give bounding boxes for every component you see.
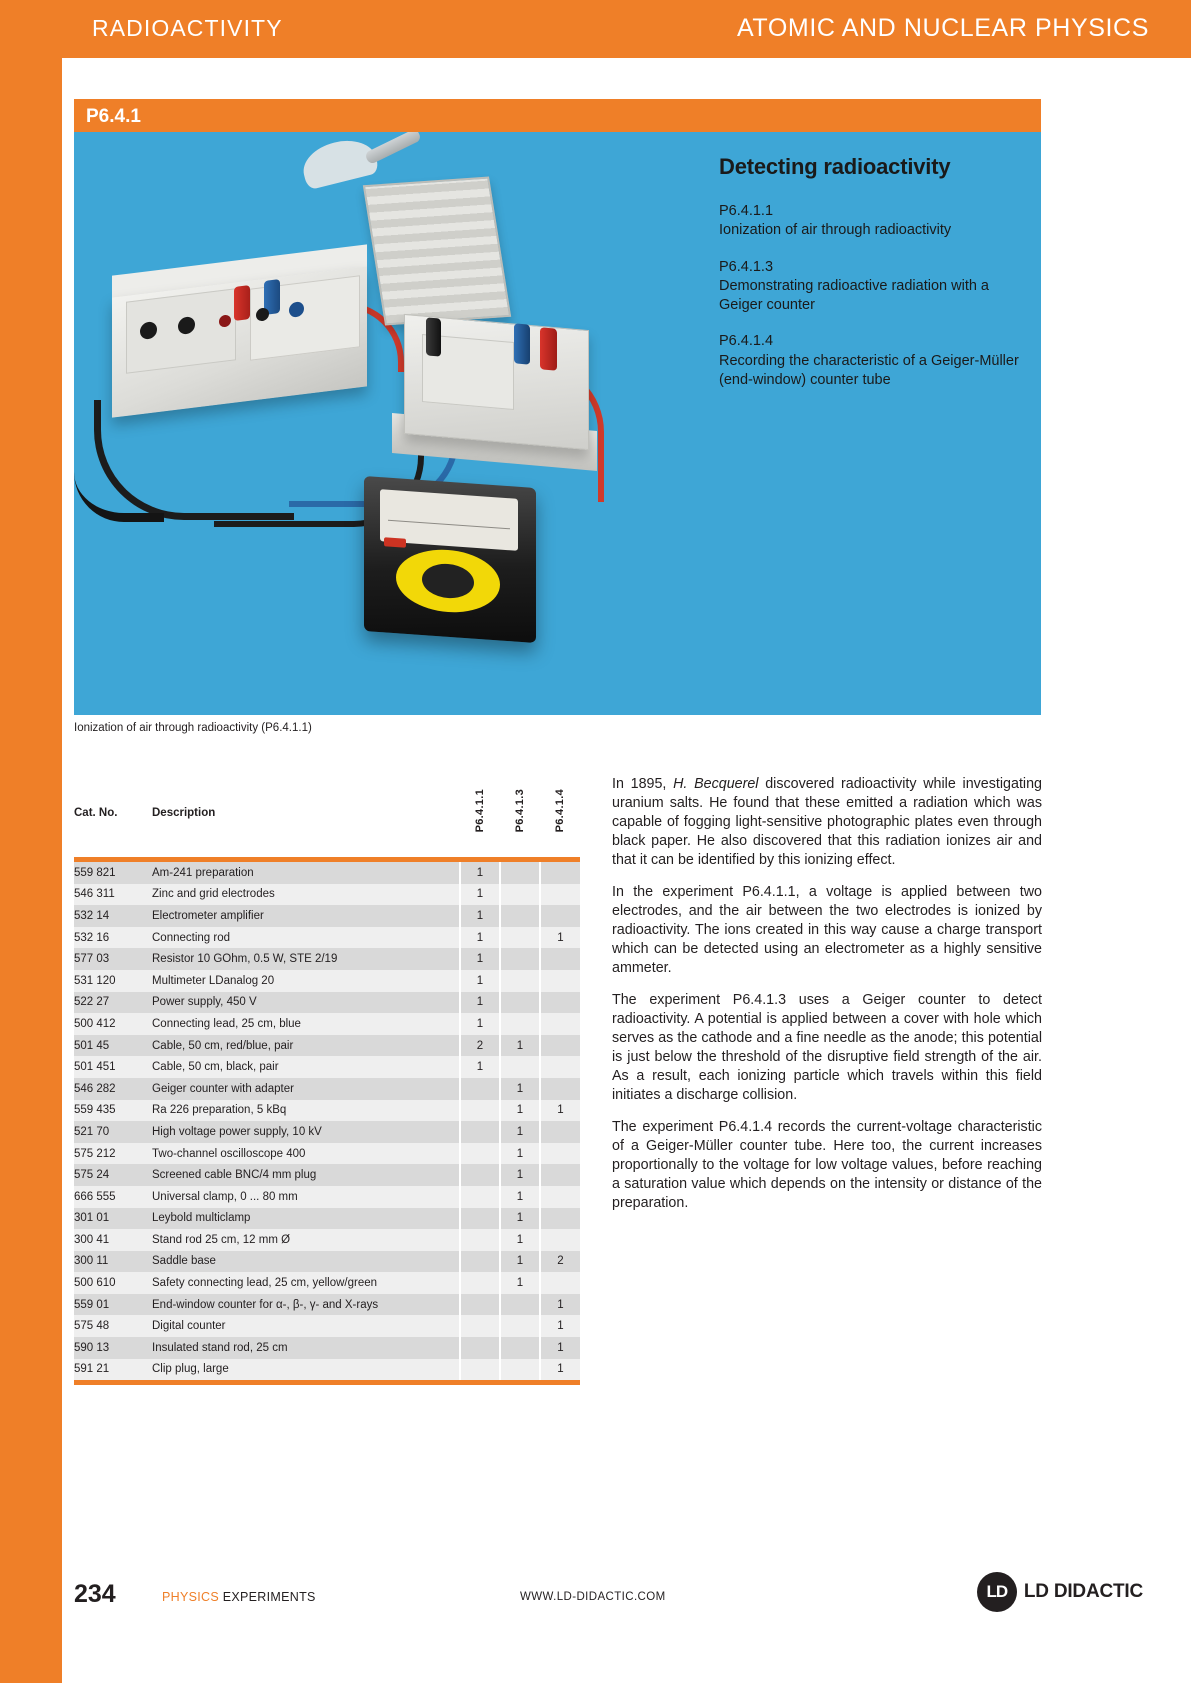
header-topic-title: ATOMIC AND NUCLEAR PHYSICS: [737, 14, 1149, 42]
cell-exp-1: [460, 1272, 500, 1294]
cell-exp-2: [500, 927, 540, 949]
header-exp-3-label: P6.4.1.4: [554, 789, 566, 833]
cell-exp-2: [500, 862, 540, 884]
cell-cat-no: 577 03: [74, 948, 152, 970]
cell-description: High voltage power supply, 10 kV: [152, 1121, 460, 1143]
cell-exp-1: 1: [460, 862, 500, 884]
cell-exp-1: [460, 1229, 500, 1251]
table-row: [74, 1100, 580, 1122]
funnel-stem: [364, 132, 422, 165]
cell-exp-3: 1: [540, 927, 580, 949]
cell-cat-no: 522 27: [74, 992, 152, 1014]
cell-exp-2: 1: [500, 1100, 540, 1122]
header-exp-2: [500, 768, 540, 857]
paragraph-1-post: discovered radioactivity while investigating uranium salts. He found that these emitted a radiation which was capable of fogging light-sensitive photographic plates even through black paper. He also discovered that this radiation ionizes air and that it can be identified by this ionizing effect.: [612, 776, 1042, 868]
cell-cat-no: 300 41: [74, 1229, 152, 1251]
article-body: [612, 775, 1042, 1226]
cell-exp-2: [500, 1013, 540, 1035]
cell-exp-2: [500, 1359, 540, 1381]
cell-cat-no: 666 555: [74, 1186, 152, 1208]
cell-exp-1: [460, 1143, 500, 1165]
paragraph-1-pre: In 1895,: [612, 776, 674, 792]
experiment-title: Detecting radioactivity: [719, 154, 951, 179]
cell-description: Multimeter LDanalog 20: [152, 970, 460, 992]
cell-exp-3: [540, 884, 580, 906]
paragraph-1: [612, 775, 1042, 870]
cell-exp-1: [460, 1337, 500, 1359]
table-row: [74, 948, 580, 970]
cell-exp-2: 1: [500, 1164, 540, 1186]
cell-description: End-window counter for α-, β-, γ- and X-rays: [152, 1294, 460, 1316]
cell-exp-3: [540, 992, 580, 1014]
cell-cat-no: 546 311: [74, 884, 152, 906]
cell-description: Cable, 50 cm, black, pair: [152, 1056, 460, 1078]
header-section-title: RADIOACTIVITY: [92, 15, 283, 41]
cell-cat-no: 575 212: [74, 1143, 152, 1165]
multimeter-button: [384, 537, 406, 548]
table-row: [74, 1078, 580, 1100]
header-exp-1: [460, 768, 500, 857]
cell-exp-3: [540, 1272, 580, 1294]
cell-exp-1: 1: [460, 927, 500, 949]
cell-exp-3: [540, 970, 580, 992]
cell-exp-2: 1: [500, 1078, 540, 1100]
table-row: [74, 1359, 580, 1381]
experiment-number-3: P6.4.1.4: [719, 333, 774, 350]
cell-exp-3: [540, 905, 580, 927]
cell-cat-no: 501 451: [74, 1056, 152, 1078]
cell-exp-2: [500, 884, 540, 906]
cell-description: Power supply, 450 V: [152, 992, 460, 1014]
table-row: [74, 1035, 580, 1057]
experiment-name-2: Demonstrating radioactive radiation with a Geiger counter: [719, 277, 989, 314]
experiment-number-2: P6.4.1.3: [719, 258, 774, 275]
cell-exp-1: [460, 1294, 500, 1316]
page-spine: [0, 0, 62, 1683]
cell-exp-1: [460, 1164, 500, 1186]
table-row: [74, 927, 580, 949]
footer-series-physics: PHYSICS: [162, 1590, 219, 1604]
table-row: [74, 1272, 580, 1294]
page-header: [62, 0, 1191, 58]
cell-description: Leybold multiclamp: [152, 1208, 460, 1230]
cell-exp-3: [540, 1186, 580, 1208]
cell-description: Saddle base: [152, 1251, 460, 1273]
company-logo: [977, 1572, 1143, 1612]
cell-exp-1: 1: [460, 905, 500, 927]
cell-exp-1: 2: [460, 1035, 500, 1057]
footer-series-experiments: EXPERIMENTS: [218, 1590, 316, 1604]
table-row: [74, 905, 580, 927]
cell-exp-1: [460, 1121, 500, 1143]
table-row: [74, 862, 580, 884]
table-row: [74, 1186, 580, 1208]
paragraph-2: In the experiment P6.4.1.1, a voltage is applied between two electrodes, and the air between the two electrodes is ionized by radioactivity. The ions created in this way cause a charge transport which can be detected using an electrometer as a highly sensitive ammeter.: [612, 884, 1042, 976]
cell-cat-no: 575 24: [74, 1164, 152, 1186]
cell-exp-3: 1: [540, 1294, 580, 1316]
cell-exp-3: 2: [540, 1251, 580, 1273]
logo-mark-icon: LD: [977, 1572, 1017, 1612]
cell-cat-no: 559 821: [74, 862, 152, 884]
cell-exp-3: [540, 1229, 580, 1251]
table-row: [74, 1315, 580, 1337]
experiment-name-3: Recording the characteristic of a Geiger-Müller (end-window) counter tube: [719, 352, 1019, 388]
cable-black-3: [74, 462, 164, 522]
cell-description: Safety connecting lead, 25 cm, yellow/green: [152, 1272, 460, 1294]
experiment-number-1: P6.4.1.1: [719, 203, 774, 219]
equipment-table-wrap: [74, 768, 580, 1385]
header-description: Description: [152, 768, 460, 857]
cell-description: Zinc and grid electrodes: [152, 884, 460, 906]
cell-description: Resistor 10 GOhm, 0.5 W, STE 2/19: [152, 948, 460, 970]
cell-description: Am-241 preparation: [152, 862, 460, 884]
cell-cat-no: 301 01: [74, 1208, 152, 1230]
experiment-entry-2: [719, 258, 1029, 316]
cell-cat-no: 575 48: [74, 1315, 152, 1337]
table-row: [74, 1337, 580, 1359]
cell-exp-2: [500, 1294, 540, 1316]
cell-cat-no: 500 412: [74, 1013, 152, 1035]
cell-cat-no: 591 21: [74, 1359, 152, 1381]
cell-exp-3: [540, 1013, 580, 1035]
cell-exp-2: [500, 948, 540, 970]
cell-exp-3: 1: [540, 1359, 580, 1381]
cell-exp-3: [540, 1078, 580, 1100]
cell-exp-2: 1: [500, 1272, 540, 1294]
cell-description: Connecting rod: [152, 927, 460, 949]
cell-exp-1: 1: [460, 992, 500, 1014]
table-row: [74, 1143, 580, 1165]
cell-exp-3: 1: [540, 1100, 580, 1122]
cell-exp-3: [540, 1056, 580, 1078]
cell-exp-2: 1: [500, 1251, 540, 1273]
cell-description: Electrometer amplifier: [152, 905, 460, 927]
cell-description: Insulated stand rod, 25 cm: [152, 1337, 460, 1359]
footer-series: [162, 1590, 316, 1604]
section-code: P6.4.1: [86, 106, 141, 127]
cell-exp-2: 1: [500, 1143, 540, 1165]
cell-exp-1: 1: [460, 970, 500, 992]
experiment-entry-1: [719, 202, 1029, 241]
cell-cat-no: 546 282: [74, 1078, 152, 1100]
cell-description: Digital counter: [152, 1315, 460, 1337]
equipment-table-body: [74, 862, 580, 1380]
cell-description: Connecting lead, 25 cm, blue: [152, 1013, 460, 1035]
paragraph-3: The experiment P6.4.1.3 uses a Geiger counter to detect radioactivity. A potential is applied between a cover with hole which serves as the cathode and a fine needle as the anode; this potential is just below the threshold of the disruptive field strength of the air. As a result, each ionizing particle which travels within this field initiates a discharge collision.: [612, 992, 1042, 1103]
cell-exp-2: 1: [500, 1208, 540, 1230]
socket-blue-2: [514, 323, 530, 364]
hero-figure: [74, 132, 1041, 715]
cell-description: Screened cable BNC/4 mm plug: [152, 1164, 460, 1186]
cell-exp-1: [460, 1100, 500, 1122]
cell-exp-3: 1: [540, 1315, 580, 1337]
table-row: [74, 992, 580, 1014]
header-cat-no: Cat. No.: [74, 768, 152, 857]
cell-exp-3: [540, 1143, 580, 1165]
cell-exp-1: 1: [460, 1013, 500, 1035]
cell-exp-2: 1: [500, 1186, 540, 1208]
table-row: [74, 1208, 580, 1230]
cell-cat-no: 531 120: [74, 970, 152, 992]
socket-red-2: [540, 327, 557, 370]
cell-cat-no: 501 45: [74, 1035, 152, 1057]
hero-text-column: [719, 154, 1029, 407]
cell-description: Two-channel oscilloscope 400: [152, 1143, 460, 1165]
equipment-table: [74, 768, 580, 1385]
cell-cat-no: 300 11: [74, 1251, 152, 1273]
cell-exp-3: [540, 1121, 580, 1143]
cell-cat-no: 532 16: [74, 927, 152, 949]
cell-exp-2: [500, 905, 540, 927]
cell-exp-1: [460, 1186, 500, 1208]
cell-description: Ra 226 preparation, 5 kBq: [152, 1100, 460, 1122]
table-row: [74, 1251, 580, 1273]
header-exp-1-label: P6.4.1.1: [474, 789, 486, 833]
cell-exp-2: [500, 992, 540, 1014]
socket-black-2: [426, 317, 441, 356]
cell-exp-3: [540, 862, 580, 884]
cell-description: Universal clamp, 0 ... 80 mm: [152, 1186, 460, 1208]
cell-exp-1: 1: [460, 884, 500, 906]
footer-url: WWW.LD-DIDACTIC.COM: [520, 1591, 666, 1603]
header-exp-2-label: P6.4.1.3: [514, 789, 526, 833]
cell-cat-no: 521 70: [74, 1121, 152, 1143]
cell-cat-no: 500 610: [74, 1272, 152, 1294]
paragraph-1-emphasis: H. Becquerel: [673, 776, 759, 792]
page-number: 234: [74, 1580, 116, 1608]
cell-exp-2: 1: [500, 1121, 540, 1143]
table-row: [74, 884, 580, 906]
table-row: [74, 1056, 580, 1078]
cell-exp-2: [500, 1315, 540, 1337]
cell-exp-2: 1: [500, 1035, 540, 1057]
cell-exp-3: [540, 1208, 580, 1230]
experiment-entry-3: [719, 332, 1029, 390]
cell-description: Geiger counter with adapter: [152, 1078, 460, 1100]
paragraph-4: The experiment P6.4.1.4 records the current-voltage characteristic of a Geiger-Müller counter tube. Here too, the current increases proportionally to the voltage for low voltage values, before reaching a saturation value which depends on the intensity or distance of the preparation.: [612, 1119, 1042, 1211]
experiment-photo: [74, 132, 674, 715]
cell-exp-2: [500, 1337, 540, 1359]
logo-brand-name: LD DIDACTIC: [1023, 1581, 1143, 1602]
cell-exp-1: [460, 1315, 500, 1337]
cell-exp-1: [460, 1208, 500, 1230]
cell-exp-3: [540, 948, 580, 970]
cell-description: Stand rod 25 cm, 12 mm Ø: [152, 1229, 460, 1251]
grid-electrode-plate: [363, 176, 511, 325]
socket-red-1: [234, 285, 250, 321]
cell-cat-no: 532 14: [74, 905, 152, 927]
table-bottom-rule-cell: [74, 1380, 580, 1385]
cell-exp-3: [540, 1164, 580, 1186]
cell-exp-2: [500, 970, 540, 992]
cell-exp-2: 1: [500, 1229, 540, 1251]
funnel-apparatus: [298, 134, 379, 191]
header-exp-3: [540, 768, 580, 857]
cell-exp-3: 1: [540, 1337, 580, 1359]
table-row: [74, 970, 580, 992]
cell-cat-no: 590 13: [74, 1337, 152, 1359]
cell-exp-1: [460, 1078, 500, 1100]
table-row: [74, 1013, 580, 1035]
cell-exp-1: 1: [460, 948, 500, 970]
experiment-name-1: Ionization of air through radioactivity: [719, 222, 952, 239]
table-row: [74, 1164, 580, 1186]
table-bottom-rule: [74, 1380, 580, 1385]
cell-exp-1: 1: [460, 1056, 500, 1078]
table-row: [74, 1229, 580, 1251]
cell-exp-1: [460, 1251, 500, 1273]
cell-cat-no: 559 01: [74, 1294, 152, 1316]
cell-exp-3: [540, 1035, 580, 1057]
cell-exp-2: [500, 1056, 540, 1078]
table-header-row: [74, 768, 580, 857]
cell-description: Clip plug, large: [152, 1359, 460, 1381]
figure-caption: Ionization of air through radioactivity (P6.4.1.1): [74, 722, 312, 734]
cell-description: Cable, 50 cm, red/blue, pair: [152, 1035, 460, 1057]
section-code-bar: [74, 99, 1041, 132]
table-row: [74, 1294, 580, 1316]
cell-cat-no: 559 435: [74, 1100, 152, 1122]
cell-exp-1: [460, 1359, 500, 1381]
table-row: [74, 1121, 580, 1143]
